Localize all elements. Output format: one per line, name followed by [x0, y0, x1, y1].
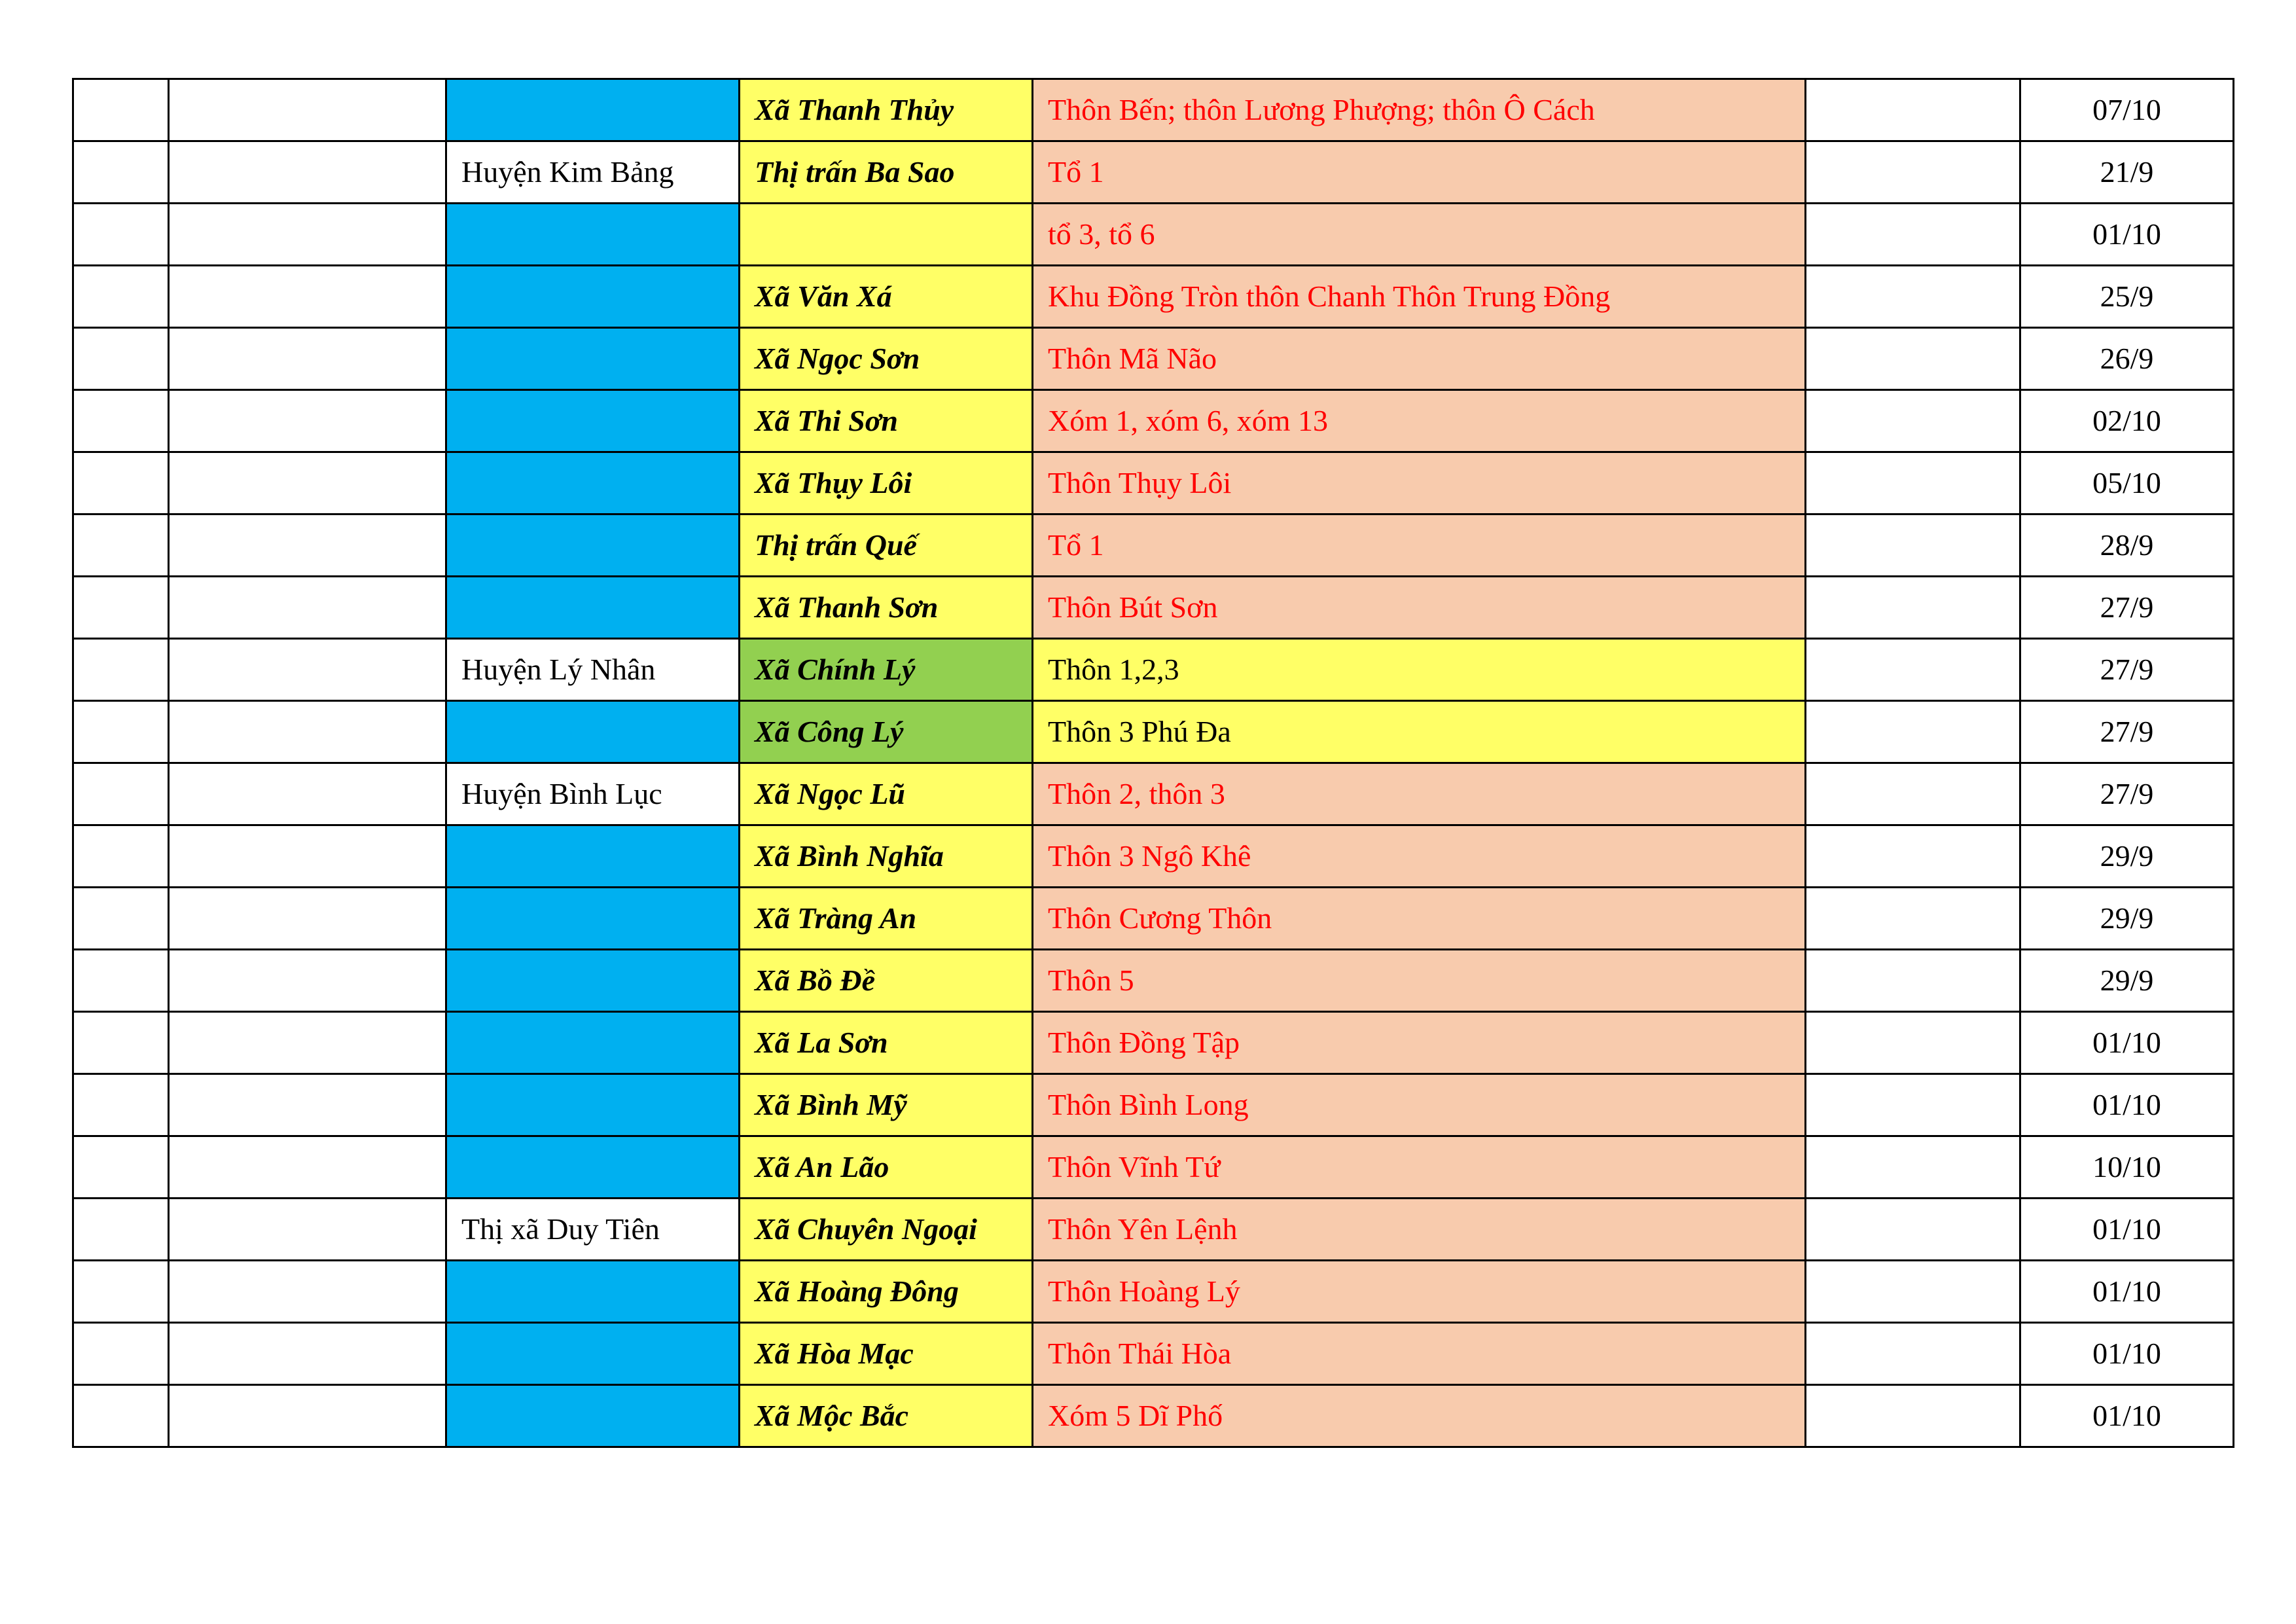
table-row [73, 328, 2234, 390]
commune-cell: Xã Ngọc Lũ [740, 763, 1033, 825]
note-cell [1806, 1199, 2020, 1261]
district-cell: Thị xã Duy Tiên [446, 1199, 740, 1261]
village-cell: Tổ 1 [1033, 141, 1806, 204]
district-cell [446, 888, 740, 950]
province-cell [169, 888, 446, 950]
date-cell: 27/9 [2020, 701, 2234, 763]
district-cell [446, 452, 740, 514]
index-cell [73, 390, 169, 452]
note-cell [1806, 514, 2020, 577]
province-cell [169, 514, 446, 577]
note-cell [1806, 452, 2020, 514]
note-cell [1806, 1261, 2020, 1323]
table-row [73, 452, 2234, 514]
table-row [73, 825, 2234, 888]
commune-cell: Thị trấn Quế [740, 514, 1033, 577]
village-cell: Thôn 3 Ngô Khê [1033, 825, 1806, 888]
date-cell: 21/9 [2020, 141, 2234, 204]
table-row [73, 1074, 2234, 1136]
province-cell [169, 390, 446, 452]
commune-cell: Xã Bình Mỹ [740, 1074, 1033, 1136]
village-cell: Thôn Cương Thôn [1033, 888, 1806, 950]
village-cell: Xóm 1, xóm 6, xóm 13 [1033, 390, 1806, 452]
schedule-table-body [73, 79, 2234, 1447]
note-cell [1806, 639, 2020, 701]
table-row [73, 1012, 2234, 1074]
commune-cell: Xã Tràng An [740, 888, 1033, 950]
commune-cell: Xã Mộc Bắc [740, 1385, 1033, 1447]
district-cell [446, 1136, 740, 1199]
village-cell: Thôn Hoàng Lý [1033, 1261, 1806, 1323]
note-cell [1806, 266, 2020, 328]
district-cell: Huyện Bình Lục [446, 763, 740, 825]
village-cell: Thôn Bút Sơn [1033, 577, 1806, 639]
village-cell: Thôn Đồng Tập [1033, 1012, 1806, 1074]
district-cell [446, 1323, 740, 1385]
index-cell [73, 452, 169, 514]
index-cell [73, 825, 169, 888]
district-cell [446, 825, 740, 888]
table-row [73, 141, 2234, 204]
province-cell [169, 1136, 446, 1199]
date-cell: 25/9 [2020, 266, 2234, 328]
note-cell [1806, 888, 2020, 950]
date-cell: 01/10 [2020, 1074, 2234, 1136]
district-cell [446, 79, 740, 141]
index-cell [73, 1385, 169, 1447]
commune-cell: Xã Hoàng Đông [740, 1261, 1033, 1323]
province-cell [169, 452, 446, 514]
commune-cell: Xã Bồ Đề [740, 950, 1033, 1012]
table-row [73, 390, 2234, 452]
village-cell: Thôn Bình Long [1033, 1074, 1806, 1136]
village-cell: tổ 3, tổ 6 [1033, 204, 1806, 266]
commune-cell: Xã Thanh Thủy [740, 79, 1033, 141]
district-cell [446, 204, 740, 266]
note-cell [1806, 950, 2020, 1012]
note-cell [1806, 141, 2020, 204]
village-cell: Thôn Bến; thôn Lương Phượng; thôn Ô Cách [1033, 79, 1806, 141]
table-row [73, 763, 2234, 825]
date-cell: 01/10 [2020, 204, 2234, 266]
district-cell [446, 1074, 740, 1136]
table-row [73, 950, 2234, 1012]
district-cell [446, 390, 740, 452]
table-row [73, 1136, 2234, 1199]
commune-cell: Xã La Sơn [740, 1012, 1033, 1074]
village-cell: Thôn Vĩnh Tứ [1033, 1136, 1806, 1199]
index-cell [73, 1136, 169, 1199]
province-cell [169, 204, 446, 266]
table-row [73, 204, 2234, 266]
province-cell [169, 950, 446, 1012]
note-cell [1806, 763, 2020, 825]
index-cell [73, 266, 169, 328]
village-cell: Thôn Mã Não [1033, 328, 1806, 390]
index-cell [73, 1261, 169, 1323]
index-cell [73, 141, 169, 204]
district-cell [446, 1385, 740, 1447]
note-cell [1806, 1385, 2020, 1447]
index-cell [73, 1199, 169, 1261]
table-row [73, 514, 2234, 577]
province-cell [169, 1385, 446, 1447]
index-cell [73, 79, 169, 141]
note-cell [1806, 1136, 2020, 1199]
date-cell: 28/9 [2020, 514, 2234, 577]
province-cell [169, 1012, 446, 1074]
village-cell: Thôn 2, thôn 3 [1033, 763, 1806, 825]
date-cell: 01/10 [2020, 1012, 2234, 1074]
province-cell [169, 763, 446, 825]
date-cell: 27/9 [2020, 639, 2234, 701]
index-cell [73, 328, 169, 390]
date-cell: 02/10 [2020, 390, 2234, 452]
index-cell [73, 1323, 169, 1385]
village-cell: Thôn 5 [1033, 950, 1806, 1012]
commune-cell: Thị trấn Ba Sao [740, 141, 1033, 204]
table-row [73, 79, 2234, 141]
index-cell [73, 950, 169, 1012]
table-row [73, 1323, 2234, 1385]
province-cell [169, 1261, 446, 1323]
date-cell: 01/10 [2020, 1261, 2234, 1323]
index-cell [73, 763, 169, 825]
table-row [73, 266, 2234, 328]
note-cell [1806, 79, 2020, 141]
province-cell [169, 1323, 446, 1385]
village-cell: Thôn Thái Hòa [1033, 1323, 1806, 1385]
village-cell: Xóm 5 Dĩ Phố [1033, 1385, 1806, 1447]
table-row [73, 1261, 2234, 1323]
note-cell [1806, 1074, 2020, 1136]
table-row [73, 701, 2234, 763]
date-cell: 27/9 [2020, 577, 2234, 639]
commune-cell: Xã Hòa Mạc [740, 1323, 1033, 1385]
village-cell: Thôn Yên Lệnh [1033, 1199, 1806, 1261]
province-cell [169, 79, 446, 141]
province-cell [169, 328, 446, 390]
index-cell [73, 888, 169, 950]
village-cell: Thôn 1,2,3 [1033, 639, 1806, 701]
index-cell [73, 1012, 169, 1074]
village-cell: Thôn 3 Phú Đa [1033, 701, 1806, 763]
district-cell [446, 701, 740, 763]
district-cell [446, 266, 740, 328]
table-row [73, 1199, 2234, 1261]
commune-cell: Xã Ngọc Sơn [740, 328, 1033, 390]
province-cell [169, 577, 446, 639]
table-row [73, 1385, 2234, 1447]
commune-cell: Xã An Lão [740, 1136, 1033, 1199]
note-cell [1806, 1012, 2020, 1074]
note-cell [1806, 204, 2020, 266]
commune-cell: Xã Bình Nghĩa [740, 825, 1033, 888]
date-cell: 29/9 [2020, 950, 2234, 1012]
province-cell [169, 639, 446, 701]
province-cell [169, 266, 446, 328]
village-cell: Tổ 1 [1033, 514, 1806, 577]
date-cell: 27/9 [2020, 763, 2234, 825]
note-cell [1806, 1323, 2020, 1385]
note-cell [1806, 390, 2020, 452]
province-cell [169, 701, 446, 763]
commune-cell: Xã Công Lý [740, 701, 1033, 763]
commune-cell [740, 204, 1033, 266]
index-cell [73, 1074, 169, 1136]
note-cell [1806, 825, 2020, 888]
commune-cell: Xã Thi Sơn [740, 390, 1033, 452]
district-cell: Huyện Lý Nhân [446, 639, 740, 701]
district-cell [446, 328, 740, 390]
district-cell: Huyện Kim Bảng [446, 141, 740, 204]
index-cell [73, 639, 169, 701]
province-cell [169, 825, 446, 888]
index-cell [73, 701, 169, 763]
district-cell [446, 514, 740, 577]
date-cell: 05/10 [2020, 452, 2234, 514]
province-cell [169, 141, 446, 204]
index-cell [73, 577, 169, 639]
district-cell [446, 950, 740, 1012]
schedule-table [72, 78, 2234, 1448]
index-cell [73, 204, 169, 266]
commune-cell: Xã Chính Lý [740, 639, 1033, 701]
note-cell [1806, 328, 2020, 390]
province-cell [169, 1199, 446, 1261]
note-cell [1806, 701, 2020, 763]
date-cell: 10/10 [2020, 1136, 2234, 1199]
date-cell: 01/10 [2020, 1199, 2234, 1261]
date-cell: 01/10 [2020, 1323, 2234, 1385]
date-cell: 01/10 [2020, 1385, 2234, 1447]
note-cell [1806, 577, 2020, 639]
date-cell: 26/9 [2020, 328, 2234, 390]
table-row [73, 639, 2234, 701]
village-cell: Thôn Thụy Lôi [1033, 452, 1806, 514]
commune-cell: Xã Chuyên Ngoại [740, 1199, 1033, 1261]
district-cell [446, 577, 740, 639]
table-row [73, 888, 2234, 950]
table-row [73, 577, 2234, 639]
commune-cell: Xã Văn Xá [740, 266, 1033, 328]
province-cell [169, 1074, 446, 1136]
date-cell: 29/9 [2020, 888, 2234, 950]
index-cell [73, 514, 169, 577]
commune-cell: Xã Thụy Lôi [740, 452, 1033, 514]
date-cell: 29/9 [2020, 825, 2234, 888]
district-cell [446, 1012, 740, 1074]
date-cell: 07/10 [2020, 79, 2234, 141]
commune-cell: Xã Thanh Sơn [740, 577, 1033, 639]
district-cell [446, 1261, 740, 1323]
village-cell: Khu Đồng Tròn thôn Chanh Thôn Trung Đồng [1033, 266, 1806, 328]
